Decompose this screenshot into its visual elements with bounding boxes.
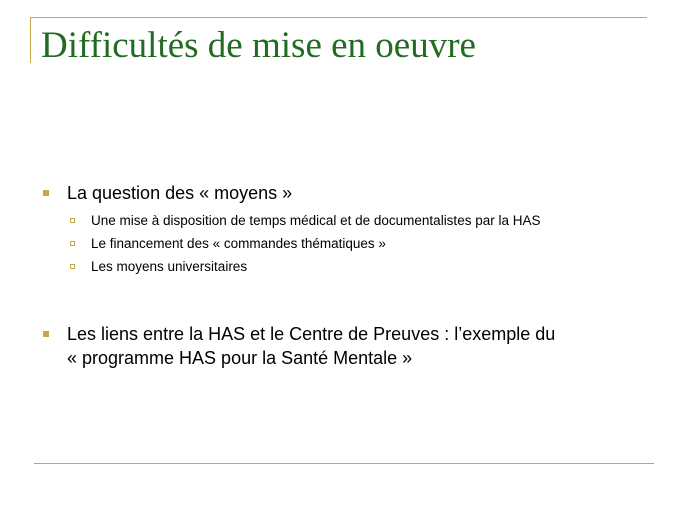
sub-bullet-item: [67, 209, 660, 232]
bullet-text-line-1: Les liens entre la HAS et le Centre de Preuves : l’exemple du: [67, 324, 556, 344]
bullet-item-moyens: [40, 181, 660, 278]
left-frame-line: [30, 17, 31, 63]
hollow-square-bullet-icon: [70, 241, 75, 246]
slide-content: [40, 178, 660, 370]
bottom-frame-line: [34, 463, 654, 464]
top-frame-line: [30, 17, 647, 18]
bullet-text: La question des « moyens »: [67, 183, 293, 203]
sub-bullet-text: Le financement des « commandes thématiques »: [91, 236, 386, 251]
sub-bullet-text: Une mise à disposition de temps médical et de documentalistes par la HAS: [91, 213, 541, 228]
sub-bullet-item: [67, 232, 660, 255]
bullet-text-line-2: « programme HAS pour la Santé Mentale »: [67, 348, 413, 368]
bullet-item-liens: [40, 322, 660, 370]
hollow-square-bullet-icon: [70, 218, 75, 223]
square-bullet-icon: [43, 190, 49, 196]
sub-bullet-text: Les moyens universitaires: [91, 259, 248, 274]
slide-title: Difficultés de mise en oeuvre: [41, 25, 476, 63]
sub-bullet-item: [67, 255, 660, 278]
sub-bullet-list: [67, 209, 660, 278]
hollow-square-bullet-icon: [70, 264, 75, 269]
square-bullet-icon: [43, 331, 49, 337]
